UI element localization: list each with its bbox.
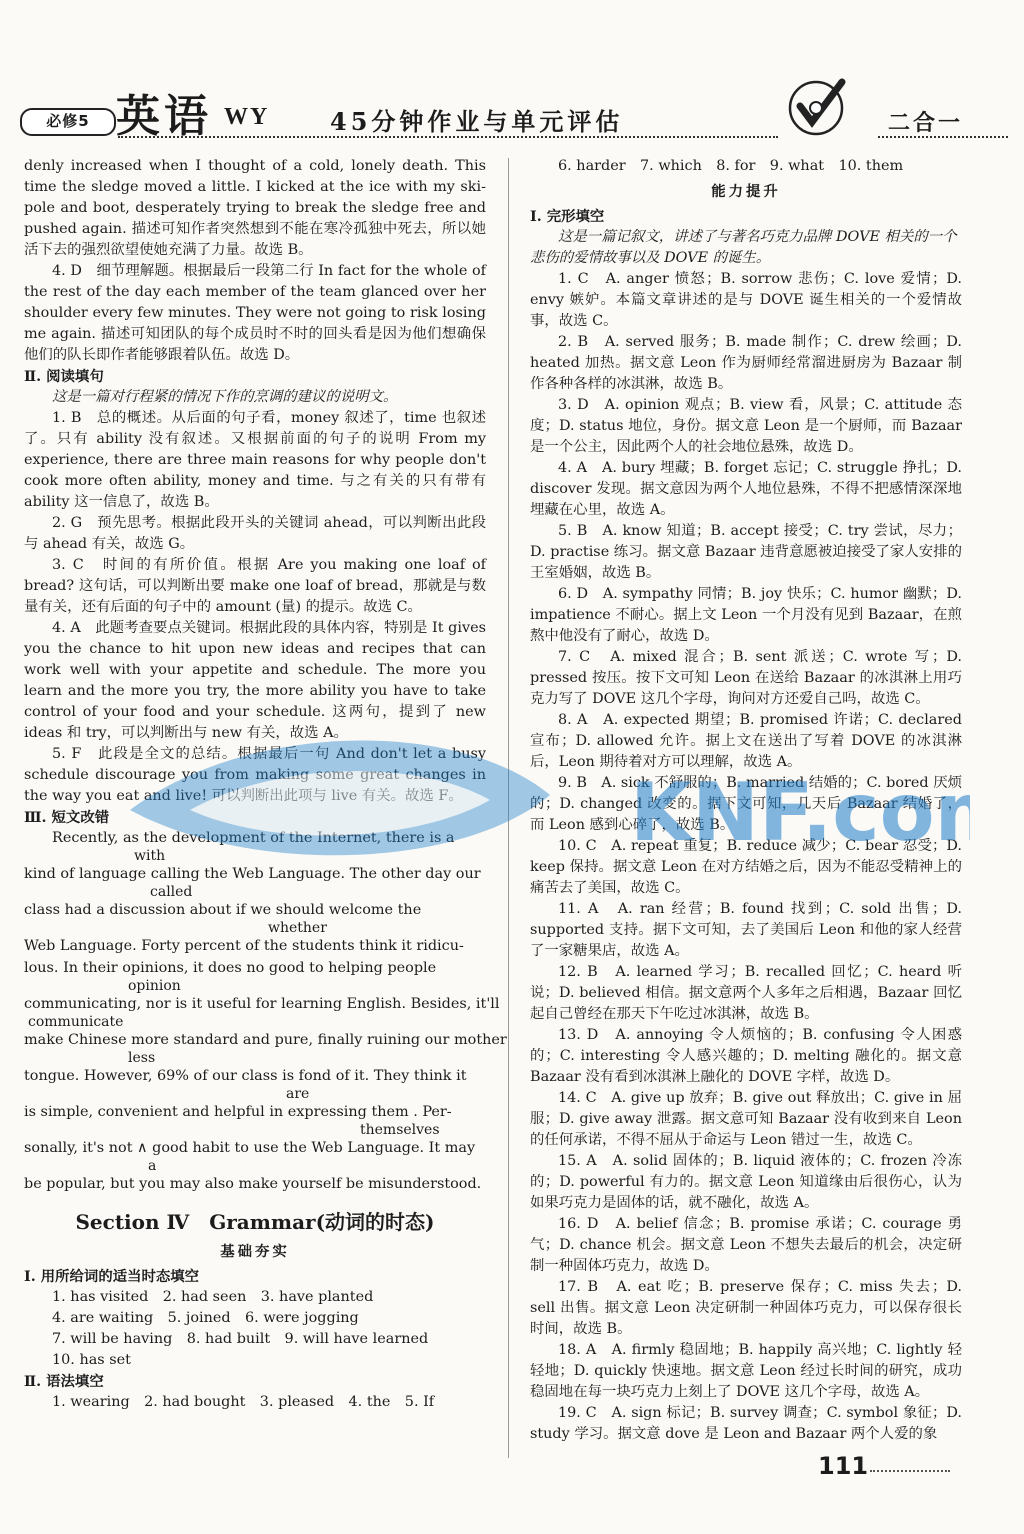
subject-title: 英语: [116, 91, 212, 142]
exercise-heading: Ⅰ. 用所给词的适当时态填空: [24, 1268, 200, 1285]
answer-item: 4. D 细节理解题。根据最后一段第二行 In fact for the whole of the rest of the day each member of the team glanced over her shoulder every few minutes. They were not going to risk losing me again. 描述可知团队的每个成员时不时的回头看是因为他们想确保他们的队长即作者能够跟着队伍。故选 D。: [24, 263, 486, 363]
page-number: 111: [818, 1452, 869, 1480]
book-title: 45分钟作业与单元评估: [330, 107, 624, 136]
answer-item: 18. A A. firmly 稳固地；B. happily 高兴地；C. lightly 轻轻地；D. quickly 快速地。据文意 Leon 经过长时间的研究，成功稳固地在每一块巧克力上刻上了 DOVE 这几个字母，故选 A。: [530, 1342, 962, 1400]
answer-item: 5. F 此段是全文的总结。根据最后一句 And don't let a busy schedule discourage you from making some great changes in the way you eat and live! 可以判断出此项与 live 有关。故选 F。: [24, 746, 486, 804]
answer-item: 8. A A. expected 期望；B. promised 许诺；C. declared 宣布；D. allowed 允许。据上文在送出了写着 DOVE 的冰淇淋后，Leon 期待着对方可以理解，故选 A。: [530, 712, 962, 770]
answer-item: 16. D A. belief 信念；B. promise 承诺；C. courage 勇气；D. chance 机会。据文意 Leon 不想失去最后的机会，决定研制一种固体巧克力，故选 D。: [530, 1216, 962, 1274]
edition-code: WY: [224, 104, 270, 130]
answer-item: 3. D A. opinion 观点；B. view 看，风景；C. attitude 态度；D. status 地位，身份。据文意 Leon 是一个厨师，而 Bazaar 是一个公主，因此两个人的社会地位悬殊，故选 D。: [530, 397, 962, 455]
correction-fix: are: [286, 1086, 310, 1102]
subsection-title: 能力提升: [711, 183, 781, 200]
section-intro: 这是一篇对行程紧的情况下作的烹调的建议的说明文。: [52, 389, 398, 405]
answer-item: 6. D A. sympathy 同情；B. joy 快乐；C. humor 幽默；D. impatience 不耐心。据上文 Leon 一个月没有见到 Bazaar，在煎熬中他没有了耐心，故选 D。: [530, 586, 962, 644]
answer-line: 7. will be having 8. had built 9. will have learned: [52, 1331, 429, 1347]
footer-rule: [870, 1470, 950, 1472]
correction-line: is simple, convenient and helpful in expressing them . Per- themselves: [24, 1102, 486, 1138]
answer-item: 17. B A. eat 吃；B. preserve 保存；C. miss 失去；D. sell 出售。据文意 Leon 决定研制一种固体巧克力，可以保存很长时间，故选 B。: [530, 1279, 962, 1337]
checkmark-logo-icon: [770, 74, 862, 138]
answer-item: 7. C A. mixed 混合；B. sent 派送；C. wrote 写；D. pressed 按压。按下文可知 Leon 在送给 Bazaar 的冰淇淋上用巧克力写了 DOVE 这几个字母，询问对方还爱自己吗，故选 C。: [530, 649, 962, 707]
answer-line: 1. has visited 2. had seen 3. have planted: [52, 1289, 374, 1305]
exercise-heading: Ⅱ. 语法填空: [24, 1373, 104, 1390]
correction-line: Web Language. Forty percent of the students think it ridicu-: [24, 938, 464, 954]
correction-fix: communicate: [28, 1014, 124, 1030]
column-divider: [508, 158, 509, 1458]
answer-item: 1. B 总的概述。从后面的句子看，money 叙述了，time 也叙述了。只有 ability 没有叙述。又根据前面的句子的说明 From my experience, there are three main reasons for why people don't cook more often ability, money and time. 与之有关的只有带有 ability 这一信息了，故选 B。: [24, 410, 486, 510]
answer-line: 1. wearing 2. had bought 3. pleased 4. the 5. If: [52, 1394, 435, 1410]
book-badge: 必修5: [20, 108, 116, 136]
correction-line: tongue. However, 69% of our class is fond of it. They think it are: [24, 1066, 486, 1102]
correction-line: kind of language calling the Web Language. The other day our called: [24, 864, 486, 900]
page-header: [18, 80, 1008, 140]
answer-item: 5. B A. know 知道；B. accept 接受；C. try 尝试，尽力；D. practise 练习。据文意 Bazaar 违背意愿被迫接受了家人安排的王室婚姻，故选 B。: [530, 523, 962, 581]
correction-line: Recently, as the development of the Internet, there is a with: [24, 828, 486, 864]
correction-line: class had a discussion about if we should welcome the whether: [24, 900, 486, 936]
answer-item: 14. C A. give up 放弃；B. give out 释放出；C. give in 屈服；D. give away 泄露。据文意可知 Bazaar 没有收到来自 Leon 的任何承诺，不得不屈从于命运与 Leon 错过一生，故选 C。: [530, 1090, 962, 1148]
watermark-text: KNF.co: [630, 766, 935, 859]
answer-item: 1. C A. anger 愤怒；B. sorrow 悲伤；C. love 爱情；D. envy 嫉妒。本篇文章讲述的是与 DOVE 诞生相关的一个爱情故事，故选 C。: [530, 271, 962, 329]
answer-item: 11. A A. ran 经营；B. found 找到；C. sold 出售；D. supported 支持。据下文可知，去了美国后 Leon 和他的家人经营了一家糖果店，故选 A。: [530, 901, 962, 959]
answer-item: 13. D A. annoying 令人烦恼的；B. confusing 令人困惑的；C. interesting 令人感兴趣的；D. melting 融化的。据文意 Bazaar 没有看到冰淇淋上融化的 DOVE 字样，故选 D。: [530, 1027, 962, 1085]
correction-fix: with: [134, 848, 166, 864]
correction-line: communicating, nor is it useful for learning English. Besides, it'll communicate: [24, 994, 486, 1030]
right-column: [530, 156, 962, 1445]
left-column: [24, 156, 507, 1413]
correction-fix: opinion: [128, 978, 181, 994]
correction-fix: themselves: [360, 1122, 440, 1138]
section-heading: Ⅱ. 阅读填句: [24, 368, 104, 385]
section-intro: 这是一篇记叙文，讲述了与著名巧克力品牌 DOVE 相关的一个悲伤的爱情故事以及 DOVE 的诞生。: [530, 229, 957, 266]
answer-line: 4. are waiting 5. joined 6. were jogging: [52, 1310, 359, 1326]
answer-item: 19. C A. sign 标记；B. survey 调查；C. symbol 象征；D. study 学习。据文意 dove 是 Leon and Bazaar 两个人爱的象: [530, 1405, 962, 1442]
correction-fix: a: [148, 1158, 157, 1174]
section-heading: Ⅲ. 短文改错: [24, 809, 110, 826]
answer-item: 4. A A. bury 埋藏；B. forget 忘记；C. struggle 挣扎；D. discover 发现。据文意因为两个人地位悬殊，不得不把感情深深地埋藏在心里，故选 A。: [530, 460, 962, 518]
answer-item: 10. C A. repeat 重复；B. reduce 减少；C. bear 忍受；D. keep 保持。据文意 Leon 在对方结婚之后，因为不能忍受精神上的痛苦去了美国，故选 C。: [530, 838, 962, 896]
correction-fix: called: [150, 884, 193, 900]
subsection-title: 基础夯实: [220, 1243, 290, 1260]
answer-line: 10. has set: [52, 1352, 131, 1368]
correction-fix: less: [128, 1050, 156, 1066]
answer-item: 2. B A. served 服务；B. made 制作；C. drew 绘画；D. heated 加热。据文意 Leon 作为厨师经常溜进厨房为 Bazaar 制作各种各样的冰淇淋，故选 B。: [530, 334, 962, 392]
correction-line: lous. In their opinions, it does no good to helping people opinion: [24, 958, 486, 994]
answer-item: 15. A A. solid 固体的；B. liquid 液体的；C. frozen 冷冻的；D. powerful 有力的。据文意 Leon 知道缘由后很伤心，认为如果巧克力是固体的话，就不融化，故选 A。: [530, 1153, 962, 1211]
correction-line: make Chinese more standard and pure, finally ruining our mother less: [24, 1030, 486, 1066]
answer-item: 12. B A. learned 学习；B. recalled 回忆；C. heard 听说；D. believed 相信。据文意两个人多年之后相遇，Bazaar 回忆起自己曾经在那天下午吃过冰淇淋，故选 B。: [530, 964, 962, 1022]
answer-item: 4. A 此题考查要点关键词。根据此段的具体内容，特别是 It gives you the chance to hit upon new ideas and recipes that can work well with your appetite and schedule. The more you learn and the more you try, the more ability you have to take control of your food and your schedule. 这两句，提到了 new ideas 和 try，可以判断出与 new 有关，故选 A。: [24, 620, 486, 741]
answer-item: 3. C 时间的有所价值。根据 Are you making one loaf of bread? 这句话，可以判断出要 make one loaf of bread，那就是与数量有关，还有后面的句子中的 amount (量) 的提示。故选 C。: [24, 557, 486, 615]
correction-line: be popular, but you may also make yourself be misunderstood.: [24, 1176, 482, 1192]
cloze-answers: [530, 269, 962, 1445]
section-title: Section Ⅳ Grammar(动词的时态): [75, 1210, 435, 1234]
correction-line: sonally, it's not ∧ good habit to use the Web Language. It may a: [24, 1138, 486, 1174]
correction-fix: whether: [268, 920, 327, 936]
exercise-heading: Ⅰ. 完形填空: [530, 208, 605, 225]
answer-item: 2. G 预先思考。根据此段开头的关键词 ahead，可以判断出此段与 ahead 有关，故选 G。: [24, 515, 486, 552]
header-side-label: 二合一: [888, 110, 964, 136]
answer-line: 6. harder 7. which 8. for 9. what 10. them: [558, 158, 904, 174]
paragraph: denly increased when I thought of a cold, lonely death. This time the sledge moved a little. I kicked at the ice with my ski-pole and boot, desperately trying to break the sledge free and pushed again. 描述可知作者突然想到不能在寒冷孤独中死去，所以她活下去的强烈欲望使她充满了力量。故选 B。: [24, 158, 486, 258]
error-correction-passage: [24, 828, 507, 1196]
answer-item: 9. B A. sick 不舒服的；B. married 结婚的；C. bored 厌烦的；D. changed 改变的。据下文可知，几天后 Bazaar 结婚了，而 Leon 感到心碎了，故选 B。: [530, 775, 962, 833]
